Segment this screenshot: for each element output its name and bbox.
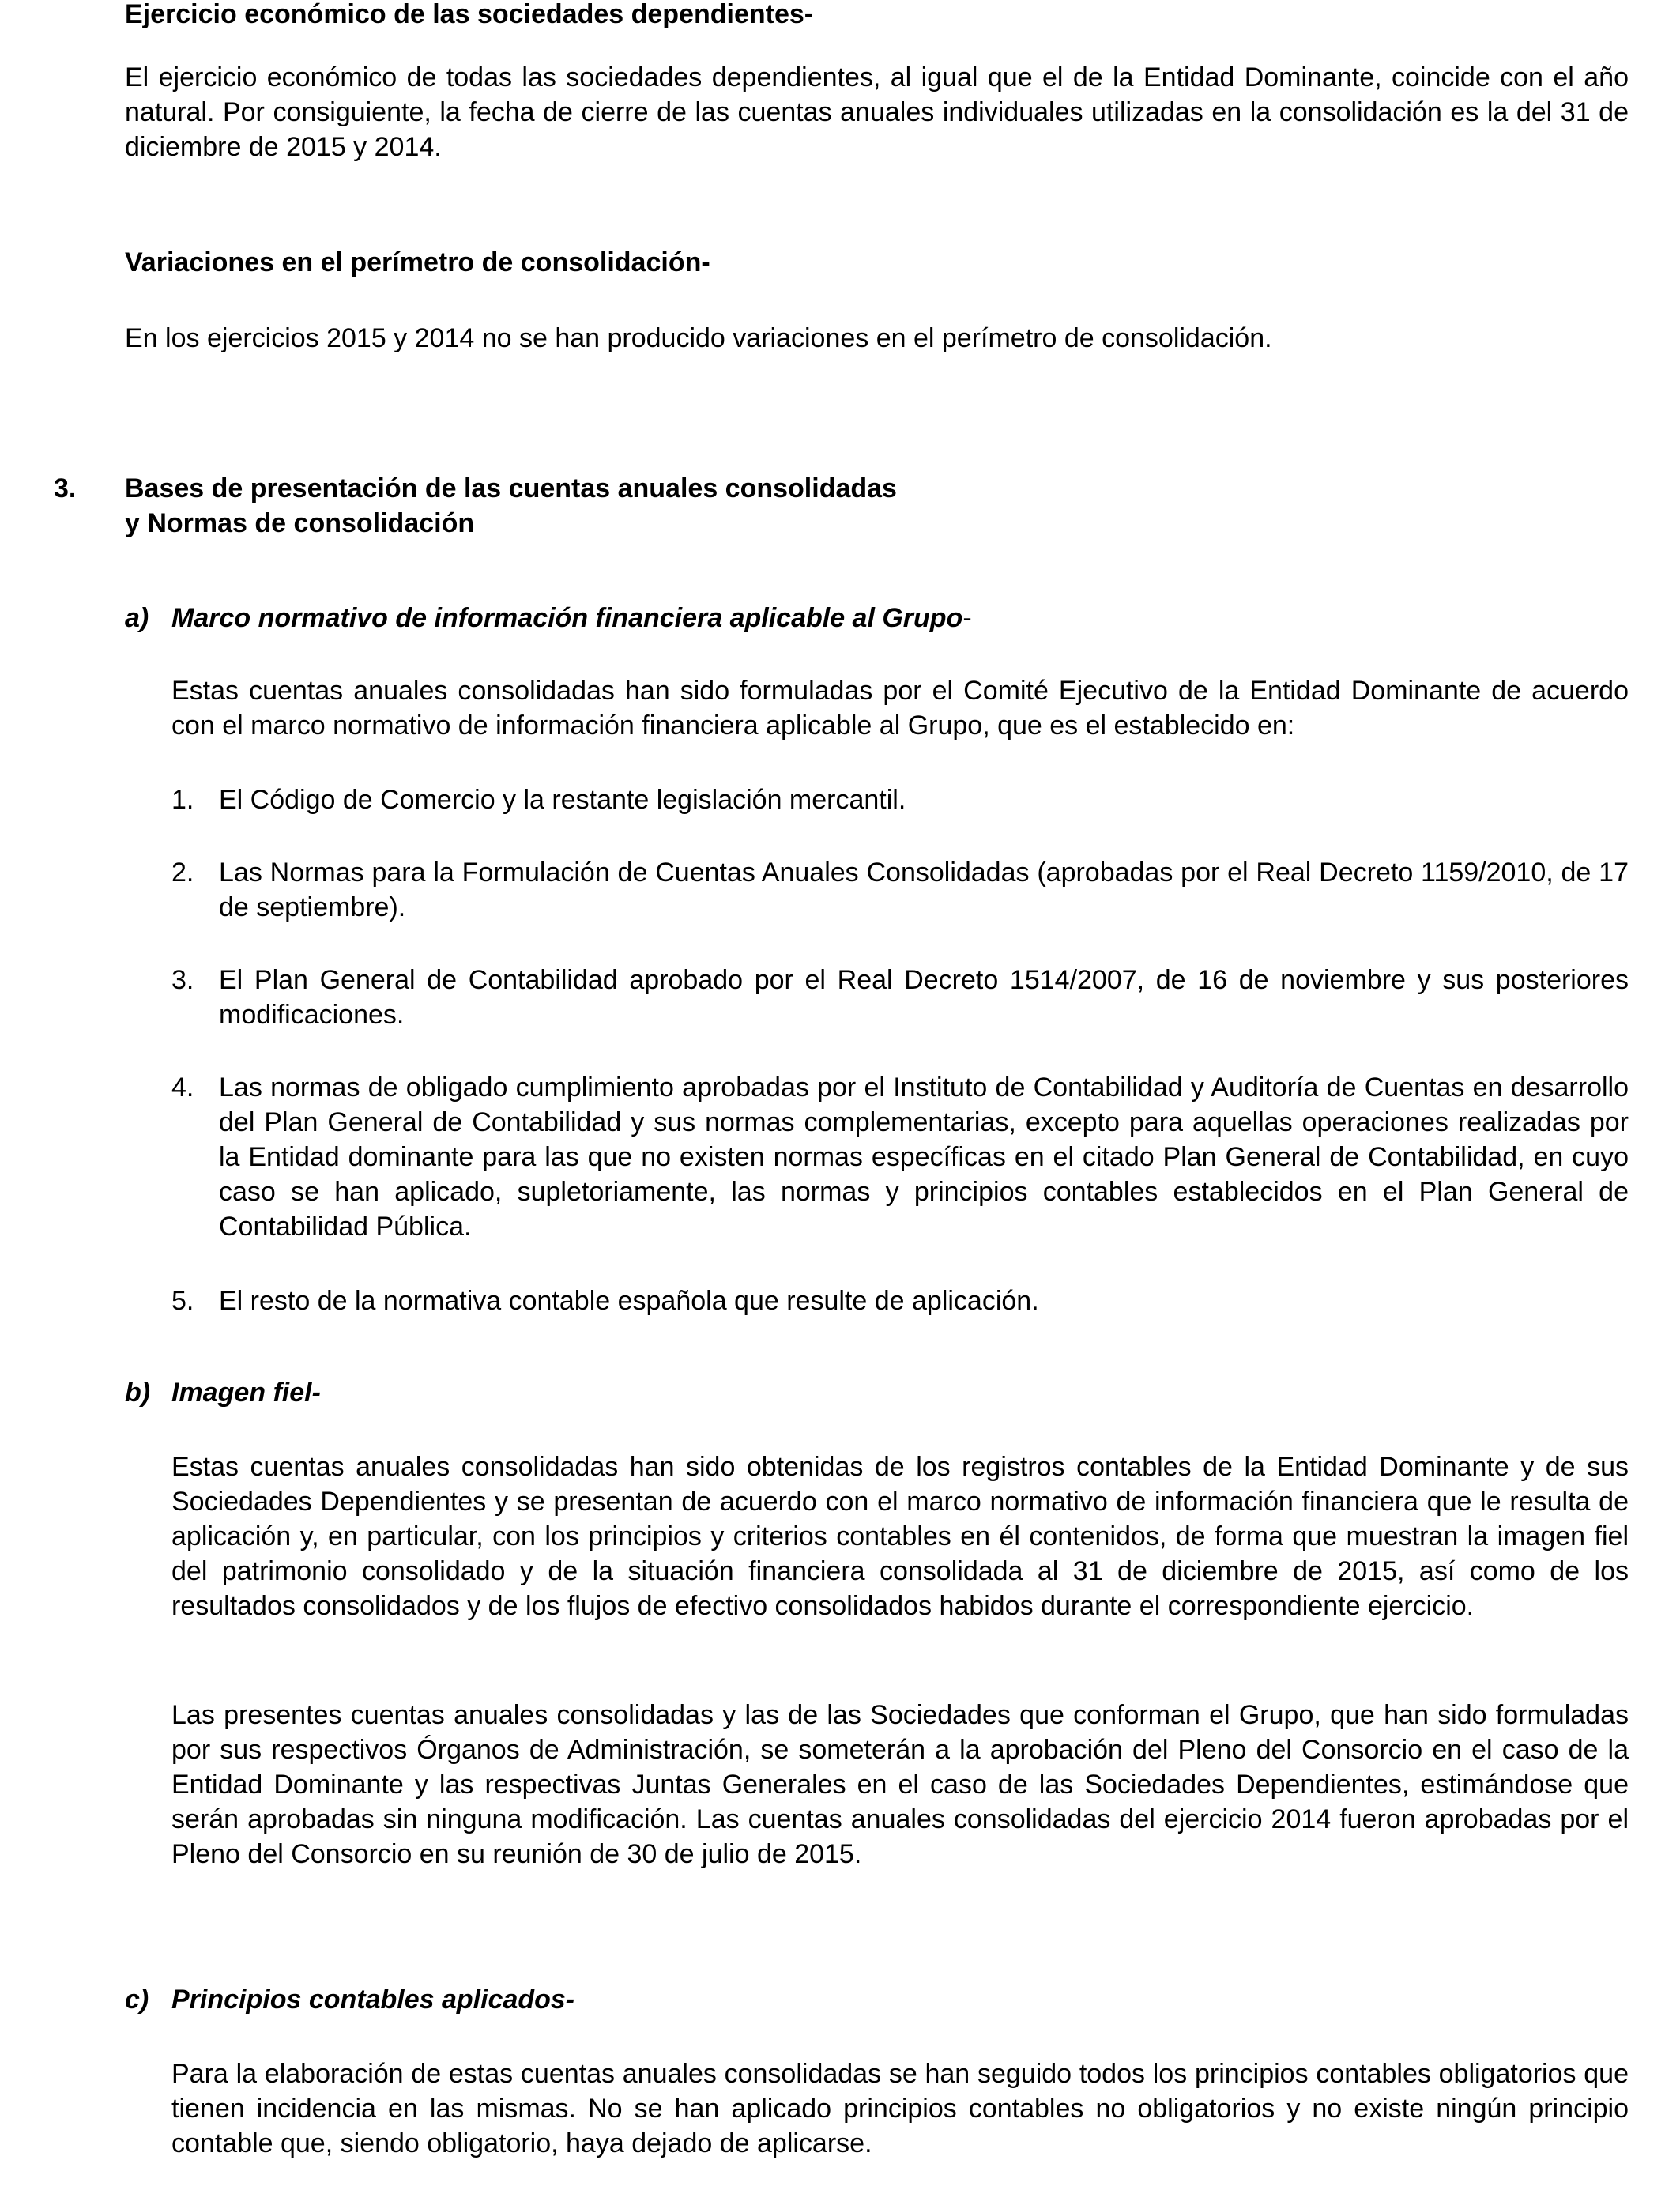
list-item-number: 2.: [171, 858, 194, 888]
list-item: [171, 782, 1629, 817]
section-title-line-2: y Normas de consolidación: [125, 508, 475, 538]
list-item-text: Las normas de obligado cumplimiento aprobadas por el Instituto de Contabilidad y Auditoría de Cuentas en desarrollo del Plan General de Contabilidad y sus normas complementarias, excepto para aquellas operaciones realizadas por la Entidad dominante para las que no existen normas específicas en el citado Plan General de Contabilidad, en cuyo caso se han aplicado, supletoriamente, las normas y principios contables establecidos en el Plan General de Contabilidad Pública.: [219, 1072, 1629, 1242]
subsection-a-label: a): [125, 603, 149, 633]
list-item-text: Las Normas para la Formulación de Cuentas Anuales Consolidadas (aprobadas por el Real Decreto 1159/2010, de 17 de septiembre).: [219, 858, 1629, 922]
heading-variaciones-perimetro: Variaciones en el perímetro de consolidación-: [125, 247, 710, 277]
list-item: [171, 855, 1629, 925]
list-item-text: El resto de la normativa contable española que resulte de aplicación.: [219, 1286, 1039, 1316]
subsection-a-heading: [171, 601, 972, 635]
paragraph-imagen-fiel-2: Las presentes cuentas anuales consolidadas y las de las Sociedades que conforman el Grupo, que han sido formuladas por sus respectivos Órganos de Administración, se someterán a la aprobación del Pleno del Consorcio en el caso de la Entidad Dominante y las respectivas Juntas Generales en el caso de las Sociedades Dependientes, estimándose que serán aprobadas sin ninguna modificación. Las cuentas anuales consolidadas del ejercicio 2014 fueron aprobadas por el Pleno del Consorcio en su reunión de 30 de julio de 2015.: [171, 1700, 1629, 1869]
section-number: 3.: [54, 473, 77, 503]
list-item-number: 5.: [171, 1286, 194, 1316]
subsection-b-title: Imagen fiel-: [171, 1378, 321, 1408]
list-item: [171, 1070, 1629, 1244]
list-item-number: 1.: [171, 785, 194, 815]
section-title: [125, 471, 1629, 541]
subsection-c-label: c): [125, 1985, 149, 2015]
subsection-b-label: b): [125, 1378, 151, 1408]
paragraph-imagen-fiel-1: Estas cuentas anuales consolidadas han sido obtenidas de los registros contables de la Entidad Dominante y de sus Sociedades Dependientes y se presentan de acuerdo con el marco normativo de información financiera que le resulta de aplicación y, en particular, con los principios y criterios contables en él contenidos, de forma que muestran la imagen fiel del patrimonio consolidado y de la situación financiera consolidada al 31 de diciembre de 2015, así como de los resultados consolidados y de los flujos de efectivo consolidados habidos durante el correspondiente ejercicio.: [171, 1452, 1629, 1621]
paragraph-variaciones-perimetro: En los ejercicios 2015 y 2014 no se han producido variaciones en el perímetro de consolidación.: [125, 323, 1272, 353]
paragraph-ejercicio-economico: El ejercicio económico de todas las sociedades dependientes, al igual que el de la Entidad Dominante, coincide con el año natural. Por consiguiente, la fecha de cierre de las cuentas anuales individuales utilizadas en la consolidación es la del 31 de diciembre de 2015 y 2014.: [125, 62, 1629, 162]
list-item-number: 4.: [171, 1072, 194, 1103]
subsection-c-title: Principios contables aplicados-: [171, 1985, 575, 2015]
section-title-line-1: Bases de presentación de las cuentas anuales consolidadas: [125, 473, 897, 503]
heading-ejercicio-economico: Ejercicio económico de las sociedades dependientes-: [125, 0, 814, 29]
paragraph-principios-contables: Para la elaboración de estas cuentas anuales consolidadas se han seguido todos los principios contables obligatorios que tienen incidencia en las mismas. No se han aplicado principios contables no obligatorios y no existe ningún principio contable que, siendo obligatorio, haya dejado de aplicarse.: [171, 2059, 1629, 2158]
list-item-text: El Código de Comercio y la restante legislación mercantil.: [219, 785, 906, 815]
list-item: [171, 963, 1629, 1032]
paragraph-marco-normativo: Estas cuentas anuales consolidadas han sido formuladas por el Comité Ejecutivo de la Entidad Dominante de acuerdo con el marco normativo de información financiera aplicable al Grupo, que es el establecido en:: [171, 676, 1629, 741]
list-item-number: 3.: [171, 965, 194, 995]
list-item: [171, 1284, 1629, 1318]
subsection-a-title: Marco normativo de información financiera aplicable al Grupo: [171, 603, 963, 633]
list-item-text: El Plan General de Contabilidad aprobado por el Real Decreto 1514/2007, de 16 de noviembre y sus posteriores modificaciones.: [219, 965, 1629, 1030]
subsection-a-title-dash: -: [962, 603, 972, 633]
